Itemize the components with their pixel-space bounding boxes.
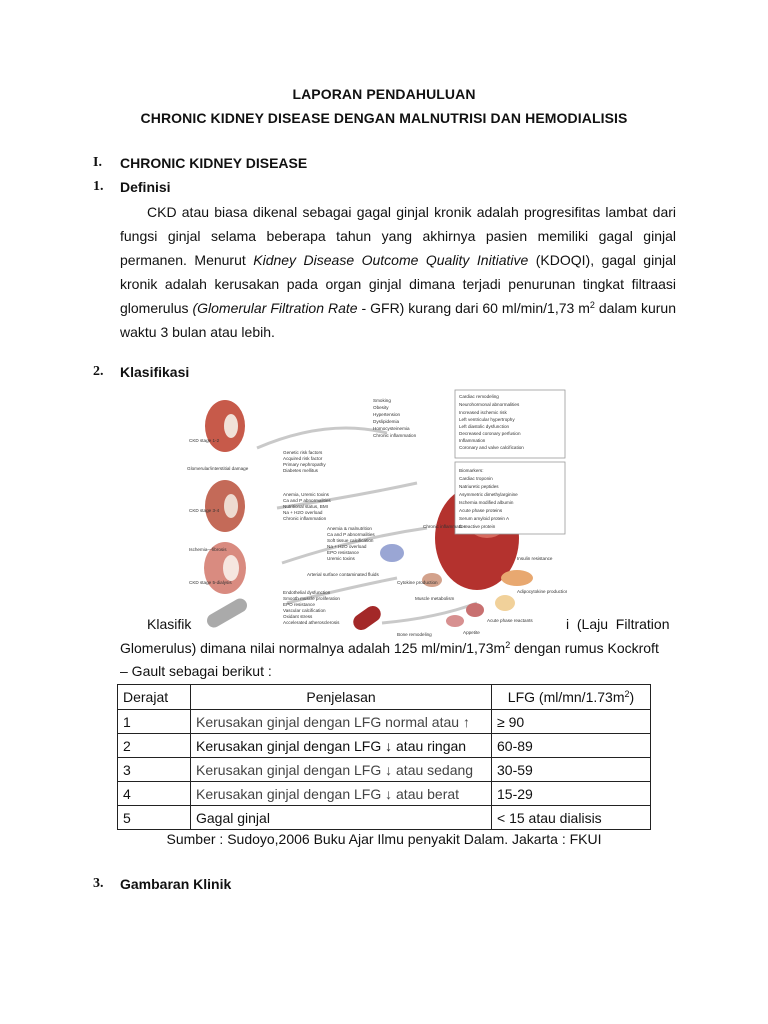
report-title: LAPORAN PENDAHULUAN (292, 86, 476, 102)
lfg-classification-table (117, 684, 651, 830)
lower-factor: Anemia & malnutrition (327, 526, 372, 531)
cell-illustration (380, 544, 404, 562)
kidney-illustration-2 (205, 480, 245, 532)
brain-illustration (446, 615, 464, 627)
klasifikasi-text-start: Klasifik (147, 616, 192, 632)
lower-factor: EPO resistance (327, 550, 359, 555)
misc-label: Bone remodeling (397, 632, 432, 637)
right-box-line: Decreased coronary perfusion (459, 431, 521, 436)
subsection-title-definisi: Definisi (120, 179, 171, 195)
risk-factor: Primary nephropathy (283, 462, 326, 467)
section-title: CHRONIC KIDNEY DISEASE (120, 155, 308, 171)
cell-derajat: 5 (118, 806, 191, 830)
table-row (118, 782, 651, 806)
cell-derajat: 2 (118, 734, 191, 758)
subsection-title-gambaran-klinik: Gambaran Klinik (120, 876, 232, 892)
cell-lfg: ≥ 90 (492, 710, 651, 734)
marker-line: Asymmetric dimethylarginine (459, 492, 518, 497)
top-factor: Hypertension (373, 412, 401, 417)
header-penjelasan: Penjelasan (191, 685, 492, 710)
misc-label: Adipocytokine production (517, 589, 567, 594)
table-row (118, 758, 651, 782)
top-factor: Homocysteinemia (373, 426, 410, 431)
subsection-number: 3. (93, 876, 104, 891)
bottom-factor: Accelerated atherosclerosis (283, 620, 340, 625)
cell-penjelasan: Gagal ginjal (191, 806, 492, 830)
klasifikasi-text-right: i (Laju Filtration (566, 616, 670, 632)
risk-factor: Genetic risk factors (283, 450, 323, 455)
cell-derajat: 1 (118, 710, 191, 734)
mid-factor: Na + H2O overload (283, 510, 323, 515)
mid-factor: Chronic inflammation (283, 516, 327, 521)
lower-factor: Na + H2O overload (327, 544, 367, 549)
marker-line: Biomarkers: (459, 468, 484, 473)
table-row (118, 710, 651, 734)
klasifikasi-text-line2: Glomerulus) dimana nilai normalnya adalah 125 $ml/\min/1,73m^2$ dengan rumus Kockroft (120, 640, 659, 656)
bottom-factor: Smooth muscle proliferation (283, 596, 340, 601)
cell-lfg: 30-59 (492, 758, 651, 782)
cell-penjelasan: Kerusakan ginjal dengan LFG normal atau ↑ (191, 710, 492, 734)
cell-derajat: 3 (118, 758, 191, 782)
risk-factor: Diabetes mellitus (283, 468, 318, 473)
right-box-line: Left ventricular hypertrophy (459, 417, 515, 422)
cell-penjelasan: Kerusakan ginjal dengan LFG ↓ atau sedang (191, 758, 492, 782)
marker-line: C-reactive protein (459, 524, 496, 529)
stage-label: Glomerular/interstitial damage (187, 466, 249, 471)
section-number: I. (93, 155, 102, 170)
top-factor: Obesity (373, 405, 389, 410)
misc-label: Appetite (463, 630, 480, 635)
table-row (118, 806, 651, 830)
misc-label: Muscle metabolism (415, 596, 455, 601)
marker-line: Acute phase proteins (459, 508, 503, 513)
marker-line: Cardiac troponin (459, 476, 493, 481)
misc-label: Arterial surface contaminated fluids (307, 572, 379, 577)
right-box-line: Coronary and valve calcification (459, 445, 524, 450)
mid-factor: Anemia, Uremic toxins (283, 492, 329, 497)
bottom-factor: Endothelial dysfunction (283, 590, 331, 595)
bottom-factor: Vascular calcification (283, 608, 326, 613)
table-header-row (118, 685, 651, 710)
table-row (118, 734, 651, 758)
stage-label: Ischemia—fibrosis (189, 547, 227, 552)
top-factor: Smoking (373, 398, 391, 403)
risk-factor: Acquired risk factor (283, 456, 323, 461)
lower-factor: Ca and P abnormalities (327, 532, 375, 537)
right-box-line: Neurohormonal abnormalities (459, 402, 520, 407)
header-lfg: LFG $(ml/mn/1.73m^2)$ (492, 685, 651, 710)
pancreas-illustration (501, 570, 533, 586)
stage-label: CKD stage 1-2 (189, 438, 220, 443)
klasifikasi-text-line3: – Gault sebagai berikut : (120, 663, 272, 679)
right-box-line: Left diastolic dysfunction (459, 424, 510, 429)
liver-illustration (466, 603, 484, 617)
subsection-number: 2. (93, 364, 104, 379)
bottom-factor: Oxidant stress (283, 614, 313, 619)
cell-lfg: 60-89 (492, 734, 651, 758)
misc-label: Insulin resistance (517, 556, 553, 561)
misc-label: Acute phase reactants (487, 618, 533, 623)
marker-line: Serum amyloid protein A (459, 516, 510, 521)
misc-label: Chronic inflammation (423, 524, 467, 529)
cell-lfg: 15-29 (492, 782, 651, 806)
misc-label: Cytokine production (397, 580, 438, 585)
mid-factor: Nutritional status, BMI (283, 504, 328, 509)
mid-factor: Ca and P abnormalities (283, 498, 331, 503)
cell-penjelasan: Kerusakan ginjal dengan LFG ↓ atau ringan (191, 734, 492, 758)
header-derajat: Derajat (118, 685, 191, 710)
table-source-caption: Sumber : Sudoyo,2006 Buku Ajar Ilmu penyakit Dalam. Jakarta : FKUI (166, 831, 602, 847)
right-box-line: Increased ischemic risk (459, 410, 507, 415)
kidney-illustration-1 (205, 400, 245, 452)
subsection-title-klasifikasi: Klasifikasi (120, 364, 190, 380)
stage-label: CKD stage 5-dialysis (189, 580, 232, 585)
right-box-line: Cardiac remodeling (459, 394, 499, 399)
report-subtitle: CHRONIC KIDNEY DISEASE DENGAN MALNUTRISI DAN HEMODIALISIS (140, 110, 628, 126)
bottom-factor: EPO resistance (283, 602, 315, 607)
subsection-number: 1. (93, 179, 104, 194)
stage-label: CKD stage 3-4 (189, 508, 220, 513)
lower-factor: Uremic toxins (327, 556, 355, 561)
cell-lfg: < 15 atau dialisis (492, 806, 651, 830)
top-factor: Chronic inflammation (373, 433, 417, 438)
marker-line: Natriuretic peptides (459, 484, 499, 489)
lower-factor: Soft tissue calcification (327, 538, 374, 543)
cell-derajat: 4 (118, 782, 191, 806)
right-box-line: Inflammation (459, 438, 486, 443)
definition-paragraph: CKD atau biasa dikenal sebagai gagal ginjal kronik adalah progresifitas lambat dari fungsi ginjal selama beberapa tahun yang akhirnya pasien memiliki gagal ginjal permanen. Menurut Kidney Disease Outcome Quality Initiative (KDOQI), gagal ginjal kronik adalah kerusakan pada organ ginjal dimana terjadi penurunan tingkat filtraasi glomerulus (Glomerular Filtration Rate - GFR) kurang dari 60 ml/min/1,73 $m^2$ dalam kurun waktu 3 bulan atau lebih. (120, 204, 676, 340)
adipocyte-illustration (495, 595, 515, 611)
marker-line: Ischemia modified albumin (459, 500, 514, 505)
ckd-pathophysiology-diagram (187, 388, 567, 640)
top-factor: Dyslipidemia (373, 419, 400, 424)
cell-penjelasan: Kerusakan ginjal dengan LFG ↓ atau berat (191, 782, 492, 806)
